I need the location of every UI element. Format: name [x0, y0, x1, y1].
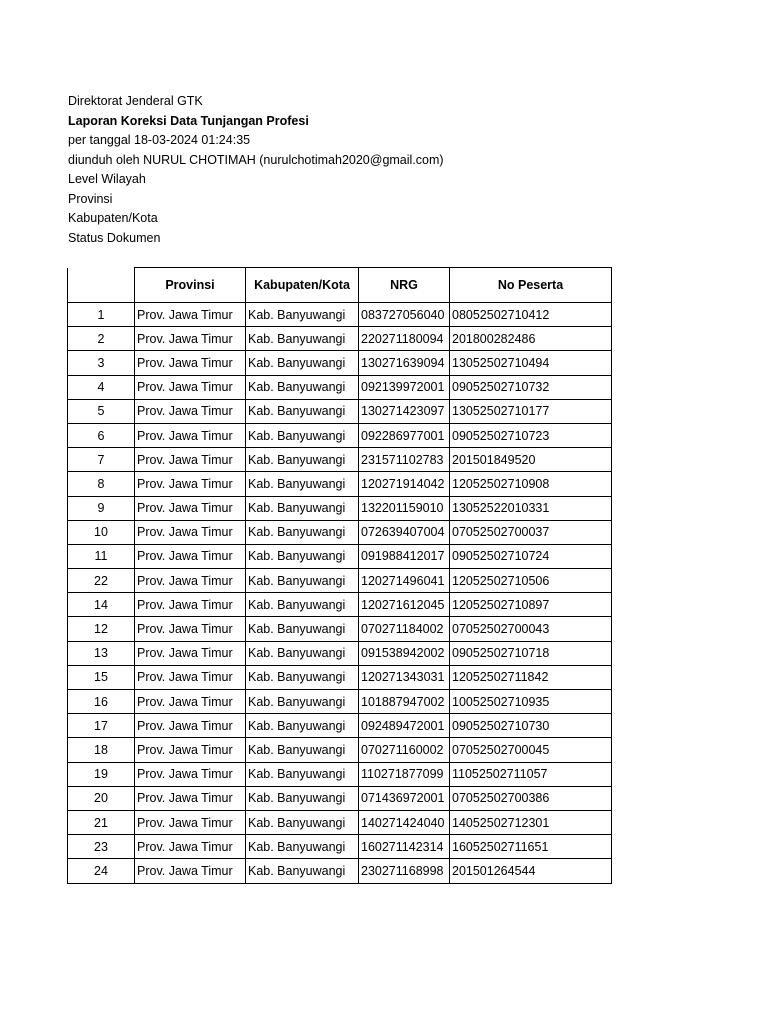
- row-number-cell: 18: [68, 738, 135, 762]
- table-row: [68, 835, 612, 859]
- nrg-cell: 091988412017: [359, 544, 450, 568]
- no-peserta-cell: 201800282486: [450, 327, 612, 351]
- table-row: [68, 544, 612, 568]
- provinsi-cell: Prov. Jawa Timur: [135, 472, 246, 496]
- directorate-name: Direktorat Jenderal GTK: [68, 94, 203, 108]
- row-number-cell: 8: [68, 472, 135, 496]
- nrg-cell: 130271423097: [359, 399, 450, 423]
- kabupaten-kota-cell: Kab. Banyuwangi: [246, 569, 359, 593]
- provinsi-cell: Prov. Jawa Timur: [135, 810, 246, 834]
- nrg-cell: 092139972001: [359, 375, 450, 399]
- no-peserta-cell: 14052502712301: [450, 810, 612, 834]
- nrg-cell: 110271877099: [359, 762, 450, 786]
- downloaded-by: diunduh oleh NURUL CHOTIMAH (nurulchotimah2020@gmail.com): [68, 152, 444, 167]
- report-header: [68, 92, 444, 248]
- table-row: [68, 472, 612, 496]
- nrg-cell: 120271914042: [359, 472, 450, 496]
- nrg-cell: 140271424040: [359, 810, 450, 834]
- no-peserta-cell: 11052502711057: [450, 762, 612, 786]
- table-row: [68, 617, 612, 641]
- row-number-cell: 6: [68, 423, 135, 447]
- nrg-cell: 130271639094: [359, 351, 450, 375]
- provinsi-cell: Prov. Jawa Timur: [135, 544, 246, 568]
- kabupaten-kota-label: Kabupaten/Kota: [68, 211, 158, 225]
- row-number-cell: 2: [68, 327, 135, 351]
- column-header-kabupaten-kota: Kabupaten/Kota: [246, 268, 359, 303]
- row-number-cell: 13: [68, 641, 135, 665]
- row-number-cell: 15: [68, 665, 135, 689]
- provinsi-cell: Prov. Jawa Timur: [135, 786, 246, 810]
- nrg-cell: 220271180094: [359, 327, 450, 351]
- no-peserta-cell: 07052502700386: [450, 786, 612, 810]
- status-dokumen-label: Status Dokumen: [68, 230, 161, 245]
- no-peserta-cell: 08052502710412: [450, 303, 612, 327]
- table-row: [68, 786, 612, 810]
- provinsi-cell: Prov. Jawa Timur: [135, 859, 246, 883]
- kabupaten-kota-cell: Kab. Banyuwangi: [246, 399, 359, 423]
- kabupaten-kota-cell: Kab. Banyuwangi: [246, 327, 359, 351]
- kabupaten-kota-cell: Kab. Banyuwangi: [246, 375, 359, 399]
- no-peserta-cell: 09052502710723: [450, 423, 612, 447]
- kabupaten-kota-cell: Kab. Banyuwangi: [246, 351, 359, 375]
- nrg-cell: 072639407004: [359, 520, 450, 544]
- provinsi-label: Provinsi: [68, 191, 113, 206]
- provinsi-cell: Prov. Jawa Timur: [135, 641, 246, 665]
- row-number-cell: 4: [68, 375, 135, 399]
- column-header-no-peserta: No Peserta: [450, 268, 612, 303]
- table-row: [68, 327, 612, 351]
- table-header-row: [68, 268, 612, 303]
- row-number-cell: 16: [68, 690, 135, 714]
- row-number-cell: 5: [68, 399, 135, 423]
- no-peserta-cell: 16052502711651: [450, 835, 612, 859]
- row-number-cell: 21: [68, 810, 135, 834]
- nrg-cell: 083727056040: [359, 303, 450, 327]
- table-row: [68, 520, 612, 544]
- row-number-cell: 19: [68, 762, 135, 786]
- nrg-cell: 070271184002: [359, 617, 450, 641]
- provinsi-cell: Prov. Jawa Timur: [135, 448, 246, 472]
- provinsi-cell: Prov. Jawa Timur: [135, 375, 246, 399]
- no-peserta-cell: 07052502700043: [450, 617, 612, 641]
- kabupaten-kota-cell: Kab. Banyuwangi: [246, 859, 359, 883]
- kabupaten-kota-cell: Kab. Banyuwangi: [246, 617, 359, 641]
- row-number-cell: 24: [68, 859, 135, 883]
- row-number-cell: 14: [68, 593, 135, 617]
- column-header-nrg: NRG: [359, 268, 450, 303]
- table-row: [68, 859, 612, 883]
- nrg-cell: 120271343031: [359, 665, 450, 689]
- provinsi-cell: Prov. Jawa Timur: [135, 351, 246, 375]
- row-number-cell: 12: [68, 617, 135, 641]
- no-peserta-cell: 10052502710935: [450, 690, 612, 714]
- nrg-cell: 120271612045: [359, 593, 450, 617]
- row-number-cell: 1: [68, 303, 135, 327]
- kabupaten-kota-cell: Kab. Banyuwangi: [246, 544, 359, 568]
- kabupaten-kota-cell: Kab. Banyuwangi: [246, 690, 359, 714]
- report-title: Laporan Koreksi Data Tunjangan Profesi: [68, 113, 309, 128]
- kabupaten-kota-cell: Kab. Banyuwangi: [246, 520, 359, 544]
- no-peserta-cell: 07052502700045: [450, 738, 612, 762]
- table-row: [68, 665, 612, 689]
- nrg-cell: 070271160002: [359, 738, 450, 762]
- nrg-cell: 160271142314: [359, 835, 450, 859]
- kabupaten-kota-cell: Kab. Banyuwangi: [246, 738, 359, 762]
- no-peserta-cell: 09052502710718: [450, 641, 612, 665]
- no-peserta-cell: 09052502710724: [450, 544, 612, 568]
- kabupaten-kota-cell: Kab. Banyuwangi: [246, 423, 359, 447]
- provinsi-cell: Prov. Jawa Timur: [135, 520, 246, 544]
- nrg-cell: 092489472001: [359, 714, 450, 738]
- row-number-cell: 11: [68, 544, 135, 568]
- table-row: [68, 641, 612, 665]
- nrg-cell: 231571102783: [359, 448, 450, 472]
- table-row: [68, 810, 612, 834]
- table-row: [68, 351, 612, 375]
- provinsi-cell: Prov. Jawa Timur: [135, 835, 246, 859]
- no-peserta-cell: 07052502700037: [450, 520, 612, 544]
- nrg-cell: 132201159010: [359, 496, 450, 520]
- provinsi-cell: Prov. Jawa Timur: [135, 423, 246, 447]
- kabupaten-kota-cell: Kab. Banyuwangi: [246, 665, 359, 689]
- table-body: [68, 303, 612, 884]
- table-row: [68, 593, 612, 617]
- no-peserta-cell: 12052502711842: [450, 665, 612, 689]
- provinsi-cell: Prov. Jawa Timur: [135, 762, 246, 786]
- provinsi-cell: Prov. Jawa Timur: [135, 496, 246, 520]
- table-row: [68, 738, 612, 762]
- row-number-cell: 10: [68, 520, 135, 544]
- nrg-cell: 071436972001: [359, 786, 450, 810]
- kabupaten-kota-cell: Kab. Banyuwangi: [246, 303, 359, 327]
- no-peserta-cell: 12052502710506: [450, 569, 612, 593]
- provinsi-cell: Prov. Jawa Timur: [135, 665, 246, 689]
- no-peserta-cell: 201501849520: [450, 448, 612, 472]
- provinsi-cell: Prov. Jawa Timur: [135, 569, 246, 593]
- table-row: [68, 714, 612, 738]
- nrg-cell: 092286977001: [359, 423, 450, 447]
- kabupaten-kota-cell: Kab. Banyuwangi: [246, 762, 359, 786]
- row-number-cell: 7: [68, 448, 135, 472]
- report-table: [67, 267, 612, 884]
- row-number-cell: 9: [68, 496, 135, 520]
- report-date: per tanggal 18-03-2024 01:24:35: [68, 133, 251, 147]
- provinsi-cell: Prov. Jawa Timur: [135, 738, 246, 762]
- row-number-cell: 20: [68, 786, 135, 810]
- row-number-cell: 17: [68, 714, 135, 738]
- no-peserta-cell: 201501264544: [450, 859, 612, 883]
- nrg-cell: 101887947002: [359, 690, 450, 714]
- column-header-provinsi: Provinsi: [135, 268, 246, 303]
- row-number-cell: 23: [68, 835, 135, 859]
- table-row: [68, 690, 612, 714]
- no-peserta-cell: 13052502710177: [450, 399, 612, 423]
- kabupaten-kota-cell: Kab. Banyuwangi: [246, 641, 359, 665]
- provinsi-cell: Prov. Jawa Timur: [135, 593, 246, 617]
- row-number-cell: 3: [68, 351, 135, 375]
- kabupaten-kota-cell: Kab. Banyuwangi: [246, 810, 359, 834]
- nrg-cell: 230271168998: [359, 859, 450, 883]
- kabupaten-kota-cell: Kab. Banyuwangi: [246, 714, 359, 738]
- table-row: [68, 569, 612, 593]
- row-number-cell: 22: [68, 569, 135, 593]
- table-row: [68, 303, 612, 327]
- no-peserta-cell: 12052502710908: [450, 472, 612, 496]
- provinsi-cell: Prov. Jawa Timur: [135, 327, 246, 351]
- no-peserta-cell: 09052502710730: [450, 714, 612, 738]
- table-row: [68, 496, 612, 520]
- no-peserta-cell: 13052522010331: [450, 496, 612, 520]
- kabupaten-kota-cell: Kab. Banyuwangi: [246, 496, 359, 520]
- table-row: [68, 399, 612, 423]
- table-row: [68, 423, 612, 447]
- kabupaten-kota-cell: Kab. Banyuwangi: [246, 786, 359, 810]
- provinsi-cell: Prov. Jawa Timur: [135, 399, 246, 423]
- column-header-number: [68, 268, 135, 303]
- level-wilayah-label: Level Wilayah: [68, 172, 146, 186]
- kabupaten-kota-cell: Kab. Banyuwangi: [246, 835, 359, 859]
- no-peserta-cell: 13052502710494: [450, 351, 612, 375]
- no-peserta-cell: 12052502710897: [450, 593, 612, 617]
- table-row: [68, 762, 612, 786]
- nrg-cell: 091538942002: [359, 641, 450, 665]
- table-row: [68, 448, 612, 472]
- kabupaten-kota-cell: Kab. Banyuwangi: [246, 448, 359, 472]
- no-peserta-cell: 09052502710732: [450, 375, 612, 399]
- nrg-cell: 120271496041: [359, 569, 450, 593]
- kabupaten-kota-cell: Kab. Banyuwangi: [246, 472, 359, 496]
- provinsi-cell: Prov. Jawa Timur: [135, 617, 246, 641]
- provinsi-cell: Prov. Jawa Timur: [135, 714, 246, 738]
- provinsi-cell: Prov. Jawa Timur: [135, 303, 246, 327]
- kabupaten-kota-cell: Kab. Banyuwangi: [246, 593, 359, 617]
- provinsi-cell: Prov. Jawa Timur: [135, 690, 246, 714]
- table-row: [68, 375, 612, 399]
